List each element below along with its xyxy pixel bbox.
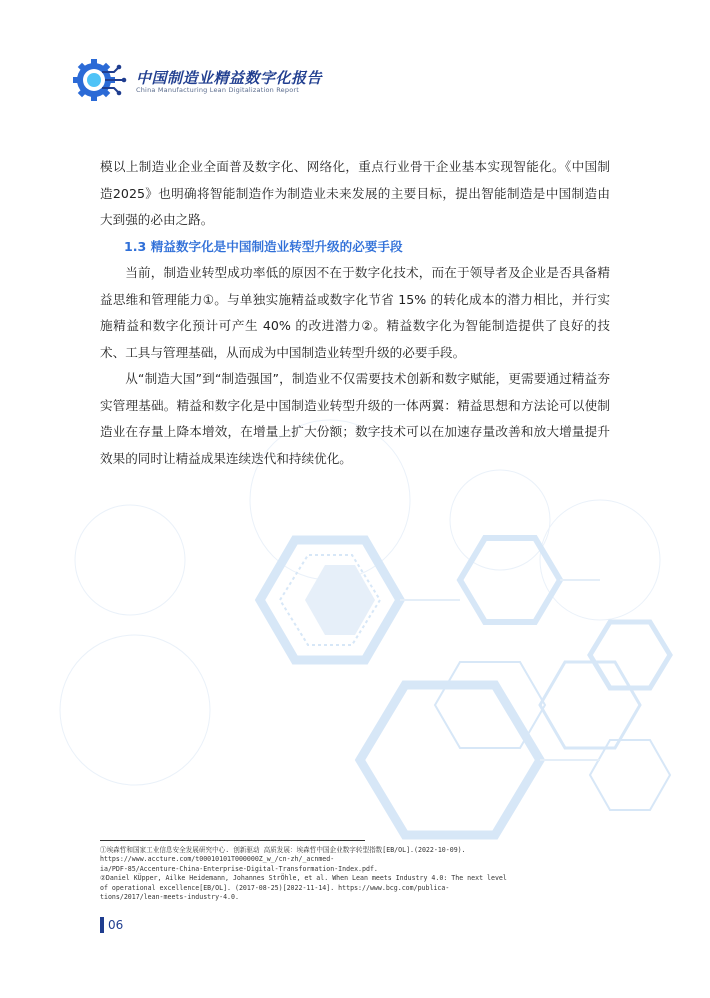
section-heading-1-3: 1.3 精益数字化是中国制造业转型升级的必要手段 [124,238,403,254]
paragraph-3: 从“制造大国”到“制造强国”，制造业不仅需要技术创新和数字赋能，更需要通过精益夯实管理基础。精益和数字化是中国制造业转型升级的一体两翼：精益思想和方法论可以使制造业在存量上降本增效，在增量上扩大份额；数字技术可以在加速存量改善和放大增量提升效果的同时让精益成果连续迭代和持续优化。 [100,371,610,466]
report-title: 中国制造业精益数字化报告 [136,69,323,87]
footnote-line: https://www.accture.com/t00010101T000000Z_w_/cn-zh/_acnmed- [100,855,335,864]
footnote-line: of operational excellence[EB/OL]. (2017-08-25)[2022-11-14]. https://www.bcg.com/publica- [100,883,450,892]
gear-circuit-logo-icon [72,55,128,105]
footnote-line: ia/PDF-85/Accenture-China-Enterprise-Digital-Transformation-Index.pdf. [100,864,378,873]
body-content [100,154,610,472]
report-subtitle: China Manufacturing Lean Digitalization Report [136,86,299,94]
footnote-line: tions/2017/lean-meets-industry-4.0. [100,893,239,902]
footnote-divider [100,840,365,841]
page-number-text: 06 [108,917,124,932]
report-header [72,55,372,105]
footnote-line: ①埃森哲和国家工业信息安全发展研究中心. 创新驱动 高质发展：埃森哲中国企业数字转型指数[EB/OL].(2022-10-09). [100,846,466,854]
paragraph-2: 当前，制造业转型成功率低的原因不在于数字化技术，而在于领导者及企业是否具备精益思维和管理能力①。与单独实施精益或数字化节省 15% 的转化成本的潜力相比，并行实施精益和数字化预计可产生 40% 的改进潜力②。精益数字化为智能制造提供了良好的技术、工具与管理基础，从而成为中国制造业转型升级的必要手段。 [100,265,610,360]
paragraph-1: 模以上制造业企业全面普及数字化、网络化，重点行业骨干企业基本实现智能化。《中国制造2025》也明确将智能制造作为制造业未来发展的主要目标，提出智能制造是中国制造由大到强的必由之路。 [100,159,610,227]
page-number [100,916,123,933]
footnotes [100,846,620,902]
footnote-line: ②Daniel KÜpper, Ailke Heidemann, Johannes StrÖhle, et al. When Lean meets Industry 4.0: The next level [100,874,507,883]
page-number-bar [100,917,104,933]
